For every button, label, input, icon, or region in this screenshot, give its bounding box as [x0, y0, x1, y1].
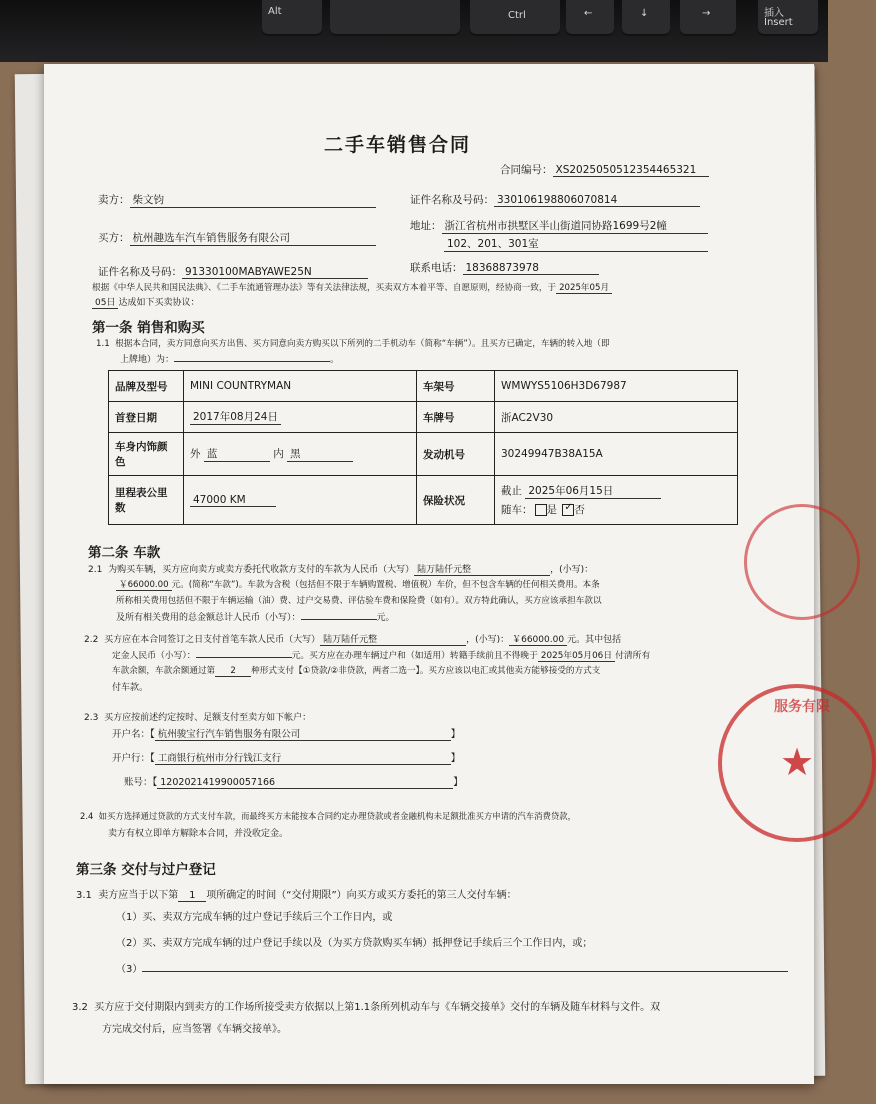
buyer-id-label: 证件名称及号码：: [98, 266, 182, 278]
clause-2-3: [84, 710, 311, 723]
table-row: [109, 371, 738, 402]
table-row: [109, 476, 738, 525]
clause-3-2-text: 买方应于交付期限内到卖方的工作场所接受卖方依据以上第1.1条所列机动车与《车辆交接单》交付的车辆及随车材料与文件。双: [94, 1002, 661, 1013]
no-checkbox[interactable]: [562, 504, 574, 516]
vin-value: WMWYS5106H3D67987: [495, 371, 738, 402]
clause-3-1-text: 卖方应当于以下第: [98, 890, 179, 901]
clause-2-1: [88, 562, 593, 576]
plate-value: 浙AC2V30: [495, 402, 738, 433]
contract-no-label: 合同编号：: [500, 164, 553, 176]
registration-place-blank: [174, 361, 330, 362]
address-row2: [444, 236, 708, 252]
buyer-value: 杭州趣选车汽车销售服务有限公司: [130, 230, 376, 246]
right-arrow-icon: →: [702, 8, 711, 19]
key-insert: [758, 0, 818, 36]
clause-3-1-item1: （1）买、卖双方完成车辆的过户登记手续后三个工作日内，或: [116, 912, 393, 923]
deposit-label: 定金人民币（小写）：: [112, 651, 196, 661]
section2-title: 第二条 车款: [88, 545, 161, 561]
no-label: 否: [574, 504, 585, 516]
clause-2-2-text5: 车款余额，车款余额通过第: [112, 666, 216, 676]
preamble-date1: 2025年05月: [556, 281, 612, 294]
clause-2-3-num: 2.3: [84, 713, 99, 723]
key-alt: [262, 0, 322, 36]
reg-date-label: 首登日期: [109, 402, 184, 433]
clause-2-2-lower-label: ，(小写)：: [466, 635, 510, 645]
preamble-text1: 根据《中华人民共和国民法典》、《二手车流通管理办法》等有关法律法规，买卖双方本着平等、自愿原则，经协商一致，于: [92, 283, 557, 293]
preamble-line1: [92, 281, 612, 294]
key-alt-label: Alt: [268, 6, 282, 17]
clause-3-1-item2: （2）买、卖双方完成车辆的过户登记手续以及（为买方贷款购买车辆）抵押登记手续后三个工作日内，或；: [116, 938, 593, 949]
seller-value: 柴文钧: [130, 192, 376, 208]
clause-2-2-text: 买方应在本合同签订之日支付首笔车款人民币（大写）: [104, 635, 321, 645]
clause-3-1-item3-blank: [142, 971, 788, 972]
reg-date-cell: [184, 402, 417, 433]
clause-2-4-text: 如买方选择通过贷款的方式支付车款，而最终买方未能按本合同约定办理贷款或者金融机构未足额批准买方申请的汽车消费贷款，: [98, 811, 577, 821]
contract-no: [500, 162, 709, 177]
mileage-value: 47000 KM: [190, 494, 276, 507]
address-line2: 102、201、301室: [444, 236, 708, 252]
clause-2-1-line2: [116, 578, 600, 591]
account-bank-value: 工商银行杭州市分行钱江支行: [155, 750, 451, 765]
clause-2-2-line4: 付车款。: [112, 683, 149, 693]
seller-id-label: 证件名称及号码：: [410, 194, 494, 206]
seller-id-row: [410, 192, 700, 207]
clause-3-1-item3: [116, 960, 788, 975]
clause-1-1: [96, 337, 610, 349]
buyer-label: 买方：: [98, 232, 130, 244]
account-name-close: 】: [450, 729, 461, 740]
key-ctrl-label: Ctrl: [508, 10, 526, 21]
insurance-until-label: 截止: [501, 485, 522, 497]
clause-2-2-line3: [112, 664, 600, 677]
yes-label: 是: [546, 504, 557, 516]
clause-2-1-total-label: 及所有相关费用的总金额总计人民币（小写）：: [116, 613, 301, 623]
section3-title: 第三条 交付与过户登记: [76, 862, 216, 878]
clause-3-2-num: 3.2: [72, 1002, 88, 1013]
phone-label: 联系电话：: [410, 262, 463, 274]
ext-color-value: 蓝: [204, 446, 270, 462]
buyer-id-row: [98, 264, 368, 279]
key-ctrl: [470, 0, 560, 36]
account-bank-close: 】: [450, 753, 461, 764]
address-row: [410, 218, 708, 234]
account-no-label: 账号：【: [124, 777, 158, 788]
clause-2-4-line2: 卖方有权立即单方解除本合同，并没收定金。: [108, 829, 289, 839]
table-row: [109, 433, 738, 476]
plate-label: 车牌号: [417, 402, 495, 433]
address-label: 地址：: [410, 220, 442, 232]
account-no-row: [124, 774, 463, 789]
left-arrow-icon: ←: [584, 8, 593, 19]
clause-3-2: [72, 998, 660, 1013]
clause-3-1-num: 3.1: [76, 890, 92, 901]
down-arrow-icon: ↓: [640, 8, 649, 19]
preamble-text2: 达成如下买卖协议：: [118, 298, 200, 308]
clause-2-1-yuan: 元。: [376, 613, 395, 623]
int-color-label: 内: [273, 448, 284, 460]
clause-2-2-text4: 付清所有: [615, 651, 651, 661]
preamble-date2: 05日: [92, 295, 118, 309]
clause-2-2-text3: 元。买方应在办理车辆过户和（如适用）转籍手续前且不得晚于: [291, 651, 538, 661]
key-down: [622, 0, 670, 36]
insurance-label: 保险状况: [417, 476, 495, 525]
buyer-id-value: 91330100MABYAWE25N: [182, 266, 368, 279]
engine-label: 发动机号: [417, 433, 495, 476]
clause-2-1-num: 2.1: [88, 565, 103, 575]
mileage-cell: [184, 476, 417, 525]
clause-2-2: [84, 632, 621, 646]
key-space: [330, 0, 460, 36]
account-name-row: [112, 726, 460, 741]
preamble-line2: [92, 295, 199, 309]
clause-1-1-end: 。: [330, 355, 340, 365]
seller-row: [98, 192, 376, 208]
clause-2-4: [80, 810, 576, 822]
yes-checkbox[interactable]: [535, 504, 547, 516]
account-name-label: 开户名：【: [112, 729, 155, 740]
reg-date-value: 2017年08月24日: [190, 409, 281, 425]
color-cell: [184, 433, 417, 476]
clause-2-2-num: 2.2: [84, 635, 99, 645]
clause-2-1-amount-cn: 陆万陆仟元整: [414, 562, 550, 576]
phone-value: 18368873978: [463, 262, 599, 275]
seller-id-value: 330106198806070814: [494, 194, 700, 207]
contract-no-value: XS2025050512354465321: [553, 164, 709, 177]
seal-star-icon: ★: [780, 740, 815, 784]
clause-2-2-text2: 元。其中包括: [567, 635, 622, 645]
seller-label: 卖方：: [98, 194, 130, 206]
keyboard: [0, 0, 828, 62]
clause-2-2-text6: 种形式支付【①贷款/②非贷款，两者二选一】。买方应该以电汇或其他卖方能够接受的方式支: [251, 666, 601, 676]
clause-1-1-text: 根据本合同，卖方同意向买方出售、买方同意向卖方购买以下所列的二手机动车（简称“车辆”）。且买方已确定，车辆的转入地（即: [115, 339, 610, 349]
contract-page: [44, 64, 830, 1084]
clause-2-2-date: 2025年05月06日: [538, 648, 615, 662]
company-seal: [718, 684, 876, 842]
vin-label: 车架号: [417, 371, 495, 402]
clause-2-1-text2: 元。(简称“车款”)。车款为含税（包括但不限于车辆购置税、增值税）车价，但不包含车辆的任何相关费用。本条: [171, 580, 600, 590]
page-title: 二手车销售合同: [324, 134, 472, 156]
vehicle-table: [108, 370, 738, 525]
with-car-label: 随车：: [501, 504, 533, 516]
brand-label: 品牌及型号: [109, 371, 184, 402]
clause-2-4-num: 2.4: [80, 811, 94, 821]
company-seal-partial: [744, 504, 860, 620]
clause-2-2-amount-cn: 陆万陆仟元整: [320, 632, 466, 646]
total-amount-blank: [301, 619, 377, 620]
clause-2-2-line2: [112, 648, 650, 662]
clause-2-1-amount: ￥66000.00: [116, 578, 172, 591]
account-bank-row: [112, 750, 460, 765]
payment-option-value: 2: [215, 666, 251, 677]
clause-2-1-line3: 所称相关费用包括但不限于车辆运输（油）费、过户交易费、评估验车费和保险费（如有）。双方特此确认，买方应该承担车款以: [116, 596, 602, 606]
section1-title: 第一条 销售和购买: [92, 320, 205, 336]
account-no-close: 】: [453, 777, 463, 788]
insurance-until-value: 2025年06月15日: [525, 483, 661, 499]
account-no-value: 1202021419900057166: [157, 777, 453, 789]
insurance-cell: [495, 476, 738, 525]
brand-value: MINI COUNTRYMAN: [184, 371, 417, 402]
key-left: [566, 0, 614, 36]
key-insert-cn: 插入: [764, 8, 784, 19]
clause-2-2-amount: ￥66000.00: [509, 632, 567, 646]
delivery-option-value: 1: [178, 890, 206, 902]
key-right: [680, 0, 736, 36]
account-name-value: 杭州骏宝行汽车销售服务有限公司: [155, 726, 451, 741]
clause-2-1-line4: [116, 610, 395, 623]
clause-3-2-line2: 方完成交付后，应当签署《车辆交接单》。: [102, 1024, 287, 1035]
deposit-blank: [196, 657, 292, 658]
clause-1-1-place-label: 上牌地）为：: [120, 355, 175, 365]
ext-color-label: 外: [190, 448, 201, 460]
table-row: [109, 402, 738, 433]
clause-3-1: [76, 886, 517, 902]
clause-2-3-text: 买方应按前述约定按时、足额支付至卖方如下帐户：: [104, 713, 312, 723]
seal-text: 服务有限: [774, 699, 830, 715]
clause-2-1-text: 为购买车辆，买方应向卖方或卖方委托代收款方支付的车款为人民币（大写）: [108, 565, 415, 575]
engine-value: 30249947B38A15A: [495, 433, 738, 476]
int-color-value: 黑: [287, 446, 353, 462]
clause-3-1-item3-num: （3）: [116, 964, 143, 975]
account-bank-label: 开户行：【: [112, 753, 155, 764]
clause-1-1-num: 1.1: [96, 339, 110, 349]
clause-3-1-text2: 项所确定的时间（“交付期限”）向买方或买方委托的第三人交付车辆：: [206, 890, 517, 901]
address-line1: 浙江省杭州市拱墅区半山街道同协路1699号2幢: [442, 218, 708, 234]
phone-row: [410, 260, 599, 275]
clause-1-1-line2: [120, 352, 339, 365]
clause-2-1-lower-label: ，(小写)：: [550, 565, 594, 575]
key-insert-label: Insert: [764, 17, 793, 28]
color-label: 车身内饰颜色: [109, 433, 184, 476]
mileage-label: 里程表公里数: [109, 476, 184, 525]
buyer-row: [98, 230, 376, 246]
